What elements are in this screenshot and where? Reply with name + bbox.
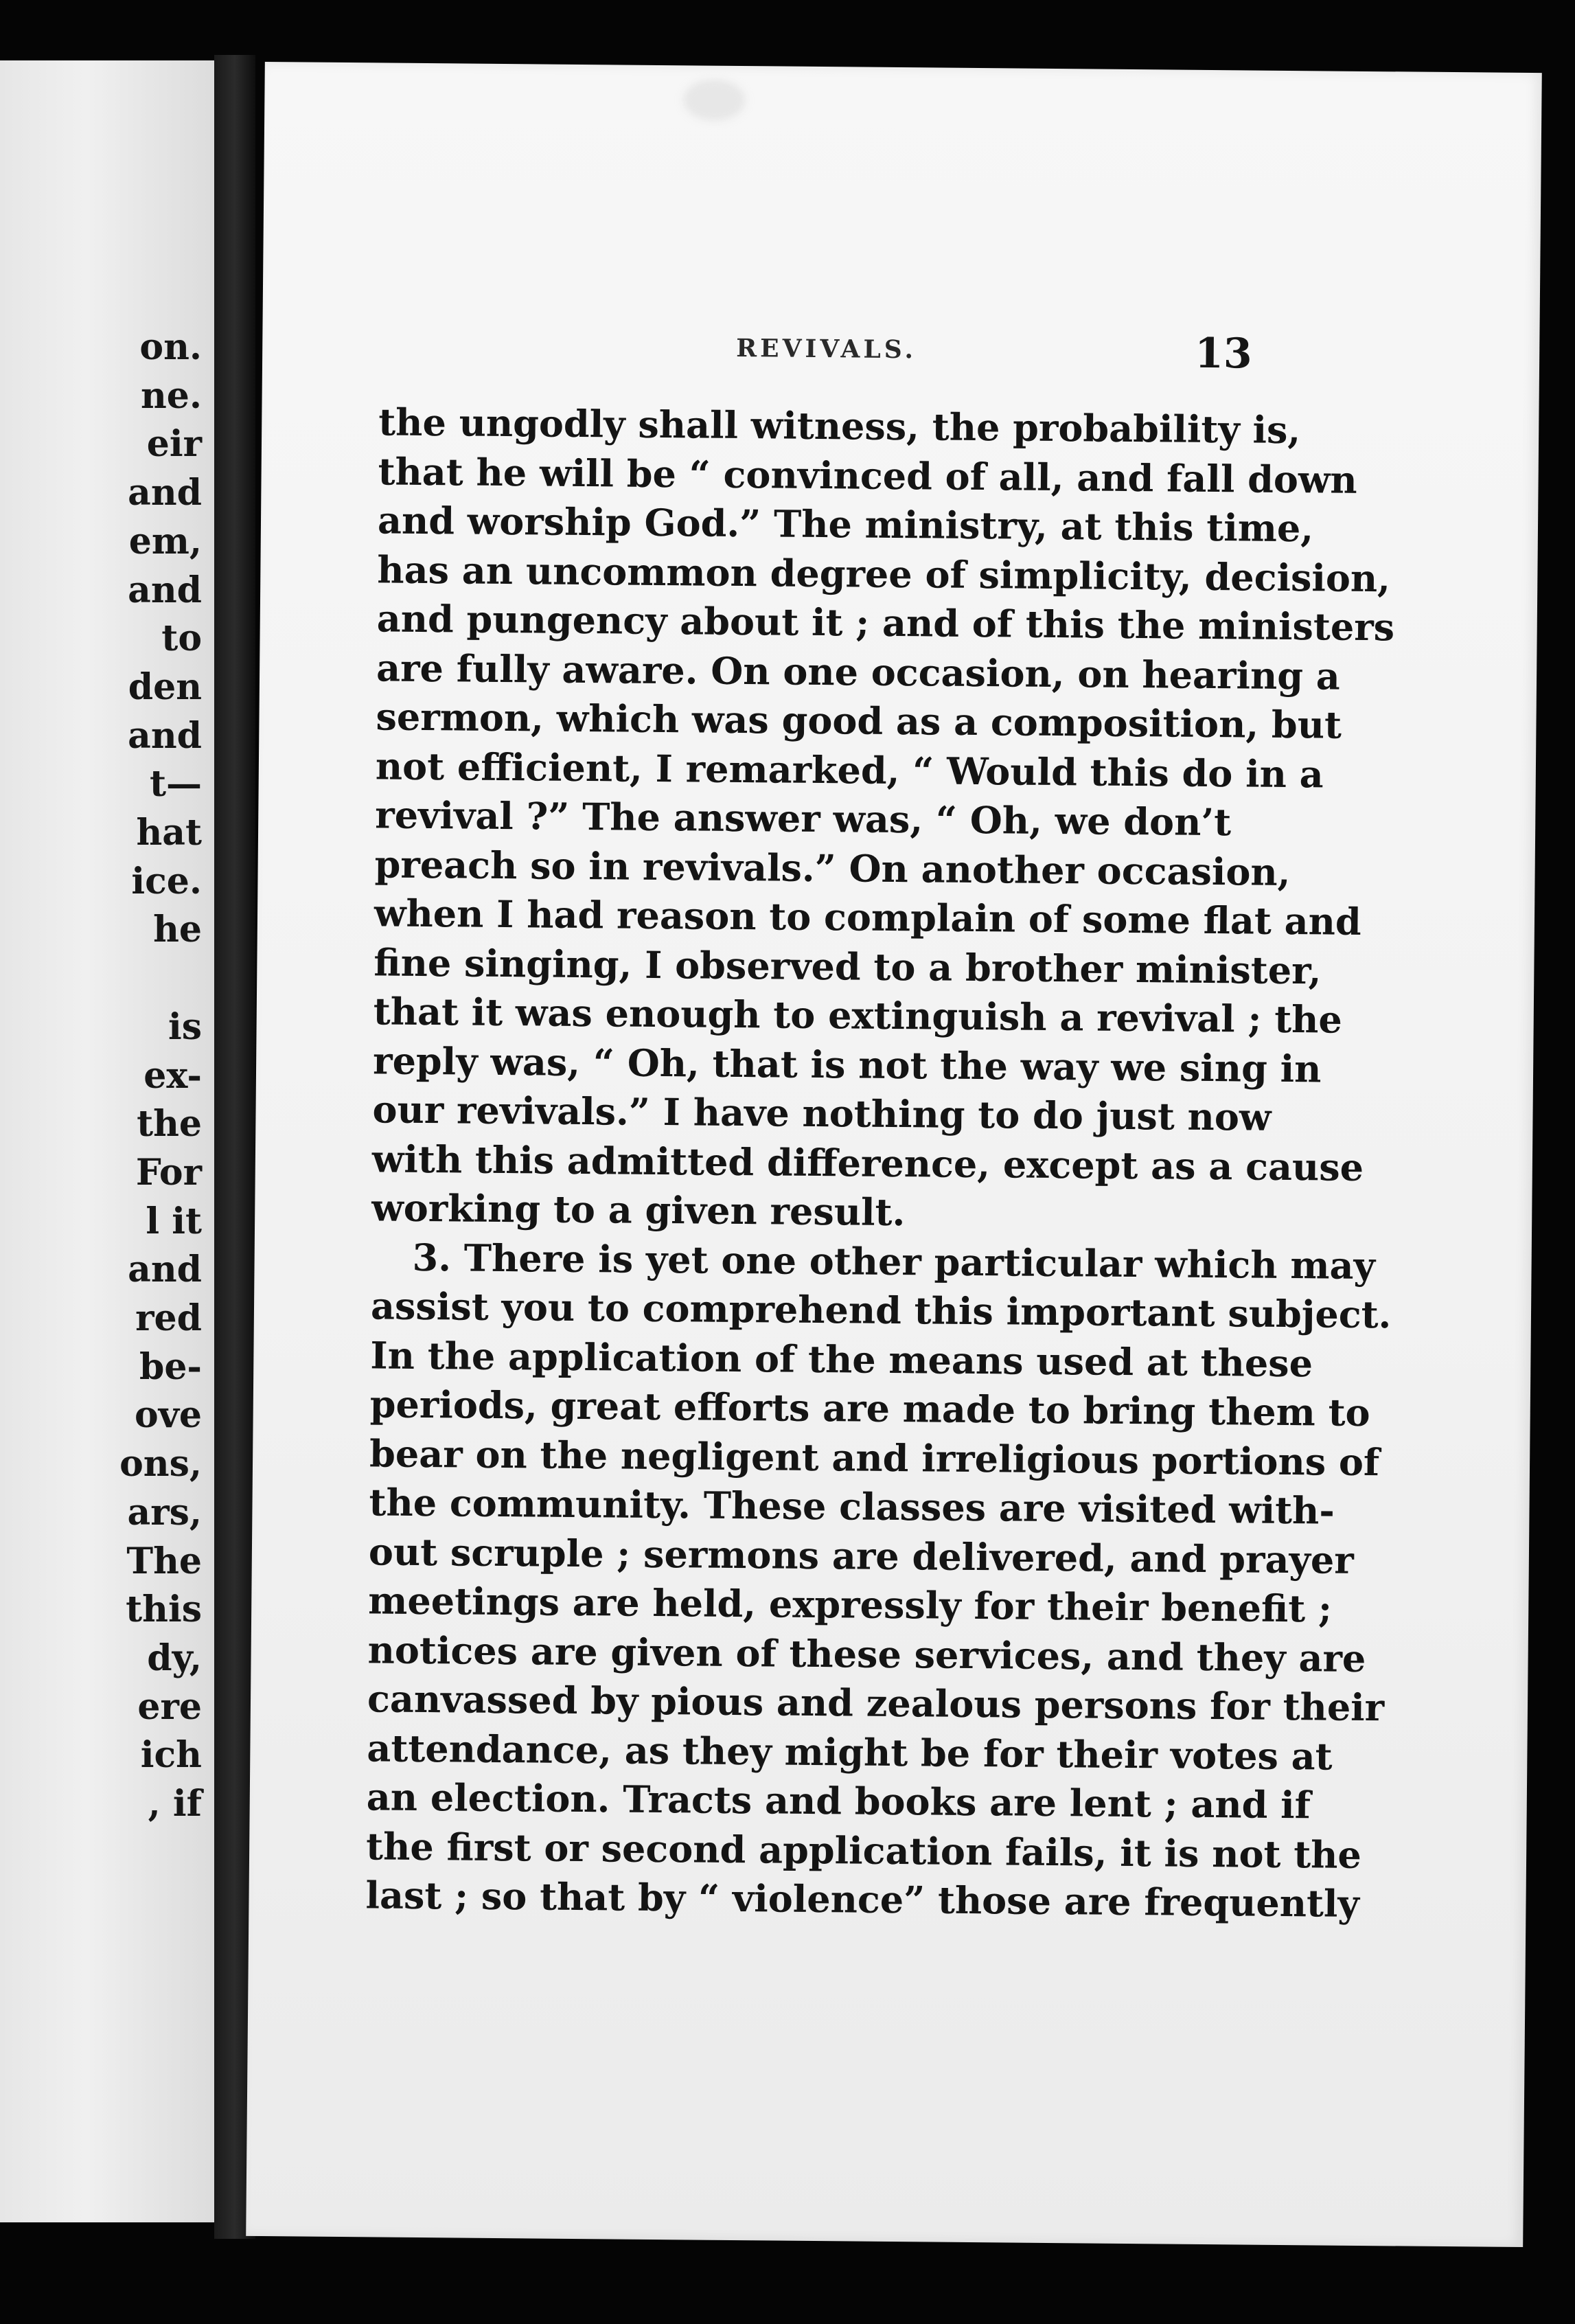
text-line: bear on the negligent and irreligious portions of [369,1431,1380,1484]
text-line: periods, great efforts are made to bring them to [369,1382,1370,1435]
page-number: 13 [1194,329,1252,378]
text-line: attendance, as they might be for their votes at [367,1725,1333,1779]
facing-page-line-end: red [135,1297,202,1339]
text-line: and pungency about it ; and of this the ministers [376,596,1395,650]
facing-page-line-end: t— [149,763,202,806]
facing-page-line-end: l it [146,1200,202,1242]
facing-page-line-end: ars, [127,1491,202,1534]
page-stain [683,79,746,121]
facing-page-line-end: this [126,1588,202,1631]
text-line: canvassed by pious and zealous persons for their [367,1676,1385,1730]
text-line: the ungodly shall witness, the probability is, [378,400,1301,453]
text-line: the first or second application fails, it is not the [365,1823,1362,1877]
facing-page-line-end: For [135,1151,202,1194]
facing-page-line-end: , if [148,1783,202,1825]
text-line: that it was enough to extinguish a revival ; the [373,989,1343,1042]
text-line: preach so in revivals.” On another occasion, [374,841,1291,894]
facing-page-line-end: and [128,1249,202,1291]
text-line: notices are given of these services, and they are [367,1627,1366,1681]
text-line: not efficient, I remarked, “ Would this do in a [375,743,1324,796]
facing-page-line-end: ich [140,1734,202,1777]
facing-page-line-end: and [128,569,202,611]
facing-page [0,60,214,2222]
text-line: the community. These classes are visited with- [369,1480,1335,1533]
text-line: an election. Tracts and books are lent ; and if [366,1775,1311,1827]
facing-page-line-end: The [126,1540,202,1582]
facing-page-line-end: be- [139,1345,202,1388]
text-line: reply was, “ Oh, that is not the way we sing in [372,1038,1322,1091]
facing-page-line-end: hat [136,812,202,854]
text-line: and worship God.” The ministry, at this time, [377,498,1314,551]
text-line: fine singing, I observed to a brother minister, [373,939,1322,992]
facing-page-line-end: ex- [143,1054,202,1097]
text-line: assist you to comprehend this important subject. [370,1284,1392,1337]
facing-page-line-end: ons, [119,1443,202,1485]
text-line: In the application of the means used at these [370,1332,1313,1385]
facing-page-line-end: he [153,909,202,951]
text-line: our revivals.” I have nothing to do just now [372,1087,1272,1139]
text-line: out scruple ; sermons are delivered, and prayer [368,1529,1354,1582]
text-line: last ; so that by “ violence” those are frequently [365,1873,1360,1926]
facing-page-line-end: the [137,1103,202,1146]
facing-page-line-end: den [128,665,202,708]
facing-page-line-end: dy, [147,1637,202,1679]
facing-page-line-end: and [128,472,202,514]
book-page [246,62,1542,2247]
text-line: 3. There is yet one other particular which may [412,1235,1376,1288]
facing-page-line-end: is [168,1005,202,1048]
facing-page-line-end: eir [146,423,202,466]
body-text [365,398,1395,1927]
facing-page-line-end: to [161,617,202,660]
facing-page-line-end: and [128,714,202,757]
facing-page-line-end: ere [137,1685,202,1728]
text-line: working to a given result. [371,1185,906,1235]
text-line: has an uncommon degree of simplicity, decision, [377,547,1391,600]
text-line: revival ?” The answer was, “ Oh, we don’t [375,793,1232,845]
facing-page-line-end: on. [139,326,202,368]
running-head: REVIVALS. [736,333,917,365]
text-line: when I had reason to complain of some flat and [373,891,1361,944]
facing-page-line-end: em, [128,520,202,562]
text-line: that he will be “ convinced of all, and fall down [378,448,1357,502]
facing-page-line-end: ove [135,1394,202,1437]
text-line: meetings are held, expressly for their benefit ; [368,1578,1333,1631]
text-line: sermon, which was good as a composition, but [376,694,1342,747]
text-line: with this admitted difference, except as a cause [371,1136,1364,1189]
facing-page-line-end: ne. [141,374,202,417]
facing-page-line-end: ice. [131,860,202,902]
text-line: are fully aware. On one occasion, on hearing a [376,645,1341,698]
